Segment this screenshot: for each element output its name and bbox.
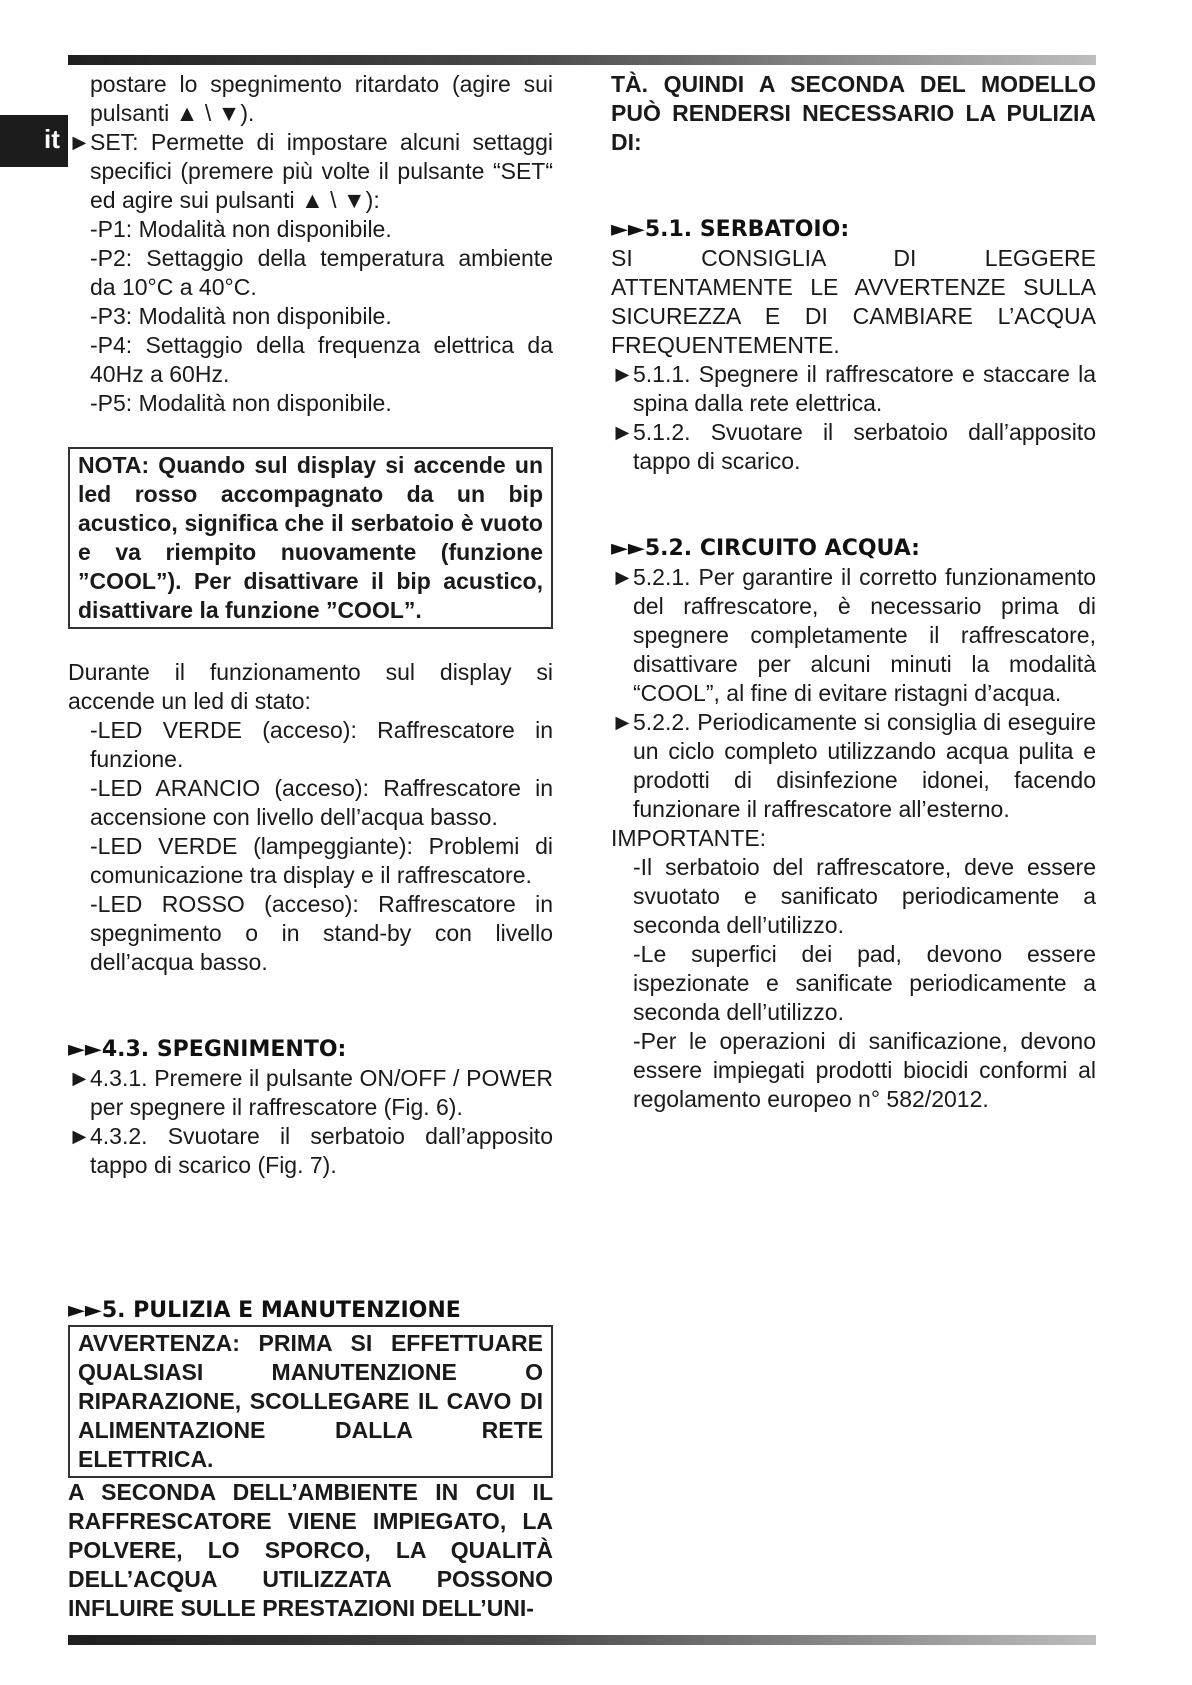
list-item: ► 5.1.2. Svuotare il serbatoio dall’apposito tappo di scarico. [611,419,1096,474]
warning-box: AVVERTENZA: PRIMA SI EFFETTUARE QUALSIASI MANUTENZIONE O RIPARAZIONE, SCOLLEGARE IL CAVO DI ALIMENTAZIONE DALLA RETE ELETTRICA. [68,1325,553,1478]
setting-p4: -P4: Settaggio della frequenza elettrica da 40Hz a 60Hz. [90,332,553,387]
list-item: ► 4.3.1. Premere il pulsante ON/OFF / POWER per spegnere il raffrescatore (Fig. 6). [68,1065,553,1120]
top-rule [68,55,1096,65]
led-item: -LED ROSSO (acceso): Raffrescatore in spegnimento o in stand-by con livello dell’acqua basso. [90,891,553,975]
section-title-5-1: ►►5.1. SERBATOIO: [611,217,850,242]
led-item: -LED VERDE (lampeggiante): Problemi di comunicazione tra display e il raffrescatore. [90,833,553,888]
led-intro: Durante il funzionamento sul display si accende un led di stato: [68,659,553,714]
note-box: NOTA: Quando sul display si accende un led rosso accompagnato da un bip acustico, significa che il serbatoio è vuoto e va riempito nuovamente (funzione ”COOL”). Per disattivare il bip acustico, disattivare la funzione ”COOL”. [68,447,553,629]
important-item: -Le superfici dei pad, devono essere ispezionate e sanificate periodicamente a seconda dell’utilizzo. [633,941,1096,1025]
bullet-icon: ► [68,129,91,155]
section-title-4-3: ►►4.3. SPEGNIMENTO: [68,1037,347,1062]
set-item-text: SET: Permette di impostare alcuni settaggi specifici (premere più volte il pulsante “SET“ ed agire sui pulsanti ▲ \ ▼): [90,129,553,213]
setting-p3: -P3: Modalità non disponibile. [90,303,392,329]
bullet-icon: ► [611,361,634,387]
setting-p1: -P1: Modalità non disponibile. [90,216,392,242]
setting-p2: -P2: Settaggio della temperatura ambiente da 10°C a 40°C. [90,245,553,300]
language-tab: it [0,115,68,167]
serbatoio-warning: SI CONSIGLIA DI LEGGERE ATTENTAMENTE LE AVVERTENZE SULLA SICUREZZA E DI CAMBIARE L’ACQUA FREQUENTEMENTE. [611,245,1096,358]
bottom-rule [68,1635,1096,1645]
important-label: IMPORTANTE: [611,825,767,851]
bullet-icon: ► [68,1065,91,1091]
bullet-icon: ► [611,419,634,445]
set-item [68,128,553,215]
led-item: -LED ARANCIO (acceso): Raffrescatore in accensione con livello dell’acqua basso. [90,775,553,830]
list-item: ► 5.2.1. Per garantire il corretto funzionamento del raffrescatore, è necessario prima di spegnere completamente il raffrescatore, disattivare per alcuni minuti la modalità “COOL”, al fine di evitare ristagni d’acqua. [611,564,1096,706]
setting-p5: -P5: Modalità non disponibile. [90,390,392,416]
list-item: ► 5.1.1. Spegnere il raffrescatore e staccare la spina dalla rete elettrica. [611,361,1096,416]
caps-paragraph: A SECONDA DELL’AMBIENTE IN CUI IL RAFFRESCATORE VIENE IMPIEGATO, LA POLVERE, LO SPORCO, LA QUALITÀ DELL’ACQUA UTILIZZATA POSSONO INFLUIRE SULLE PRESTAZIONI DELL’UNI- [68,1479,553,1621]
right-column [611,70,1096,1114]
important-item: -Per le operazioni di sanificazione, devono essere impiegati prodotti biocidi conformi al regolamento europeo n° 582/2012. [633,1028,1096,1112]
bullet-icon: ► [611,564,634,590]
section-title-5-2: ►►5.2. CIRCUITO ACQUA: [611,536,920,561]
left-column [68,70,553,1623]
intro-text: postare lo spegnimento ritardato (agire sui pulsanti ▲ \ ▼). [90,71,553,126]
list-item: ► 5.2.2. Periodicamente si consiglia di eseguire un ciclo completo utilizzando acqua pulita e prodotti di disinfezione idonei, facendo funzionare il raffrescatore all’esterno. [611,709,1096,822]
bullet-icon: ► [611,709,634,735]
led-item: -LED VERDE (acceso): Raffrescatore in funzione. [90,717,553,772]
bullet-icon: ► [68,1123,91,1149]
section-title-5: ►►5. PULIZIA E MANUTENZIONE [68,1298,461,1323]
list-item: ► 4.3.2. Svuotare il serbatoio dall’apposito tappo di scarico (Fig. 7). [68,1123,553,1178]
caps-paragraph-continued: TÀ. QUINDI A SECONDA DEL MODELLO PUÒ RENDERSI NECESSARIO LA PULIZIA DI: [611,71,1096,155]
important-item: -Il serbatoio del raffrescatore, deve essere svuotato e sanificato periodicamente a seconda dell’utilizzo. [633,854,1096,938]
